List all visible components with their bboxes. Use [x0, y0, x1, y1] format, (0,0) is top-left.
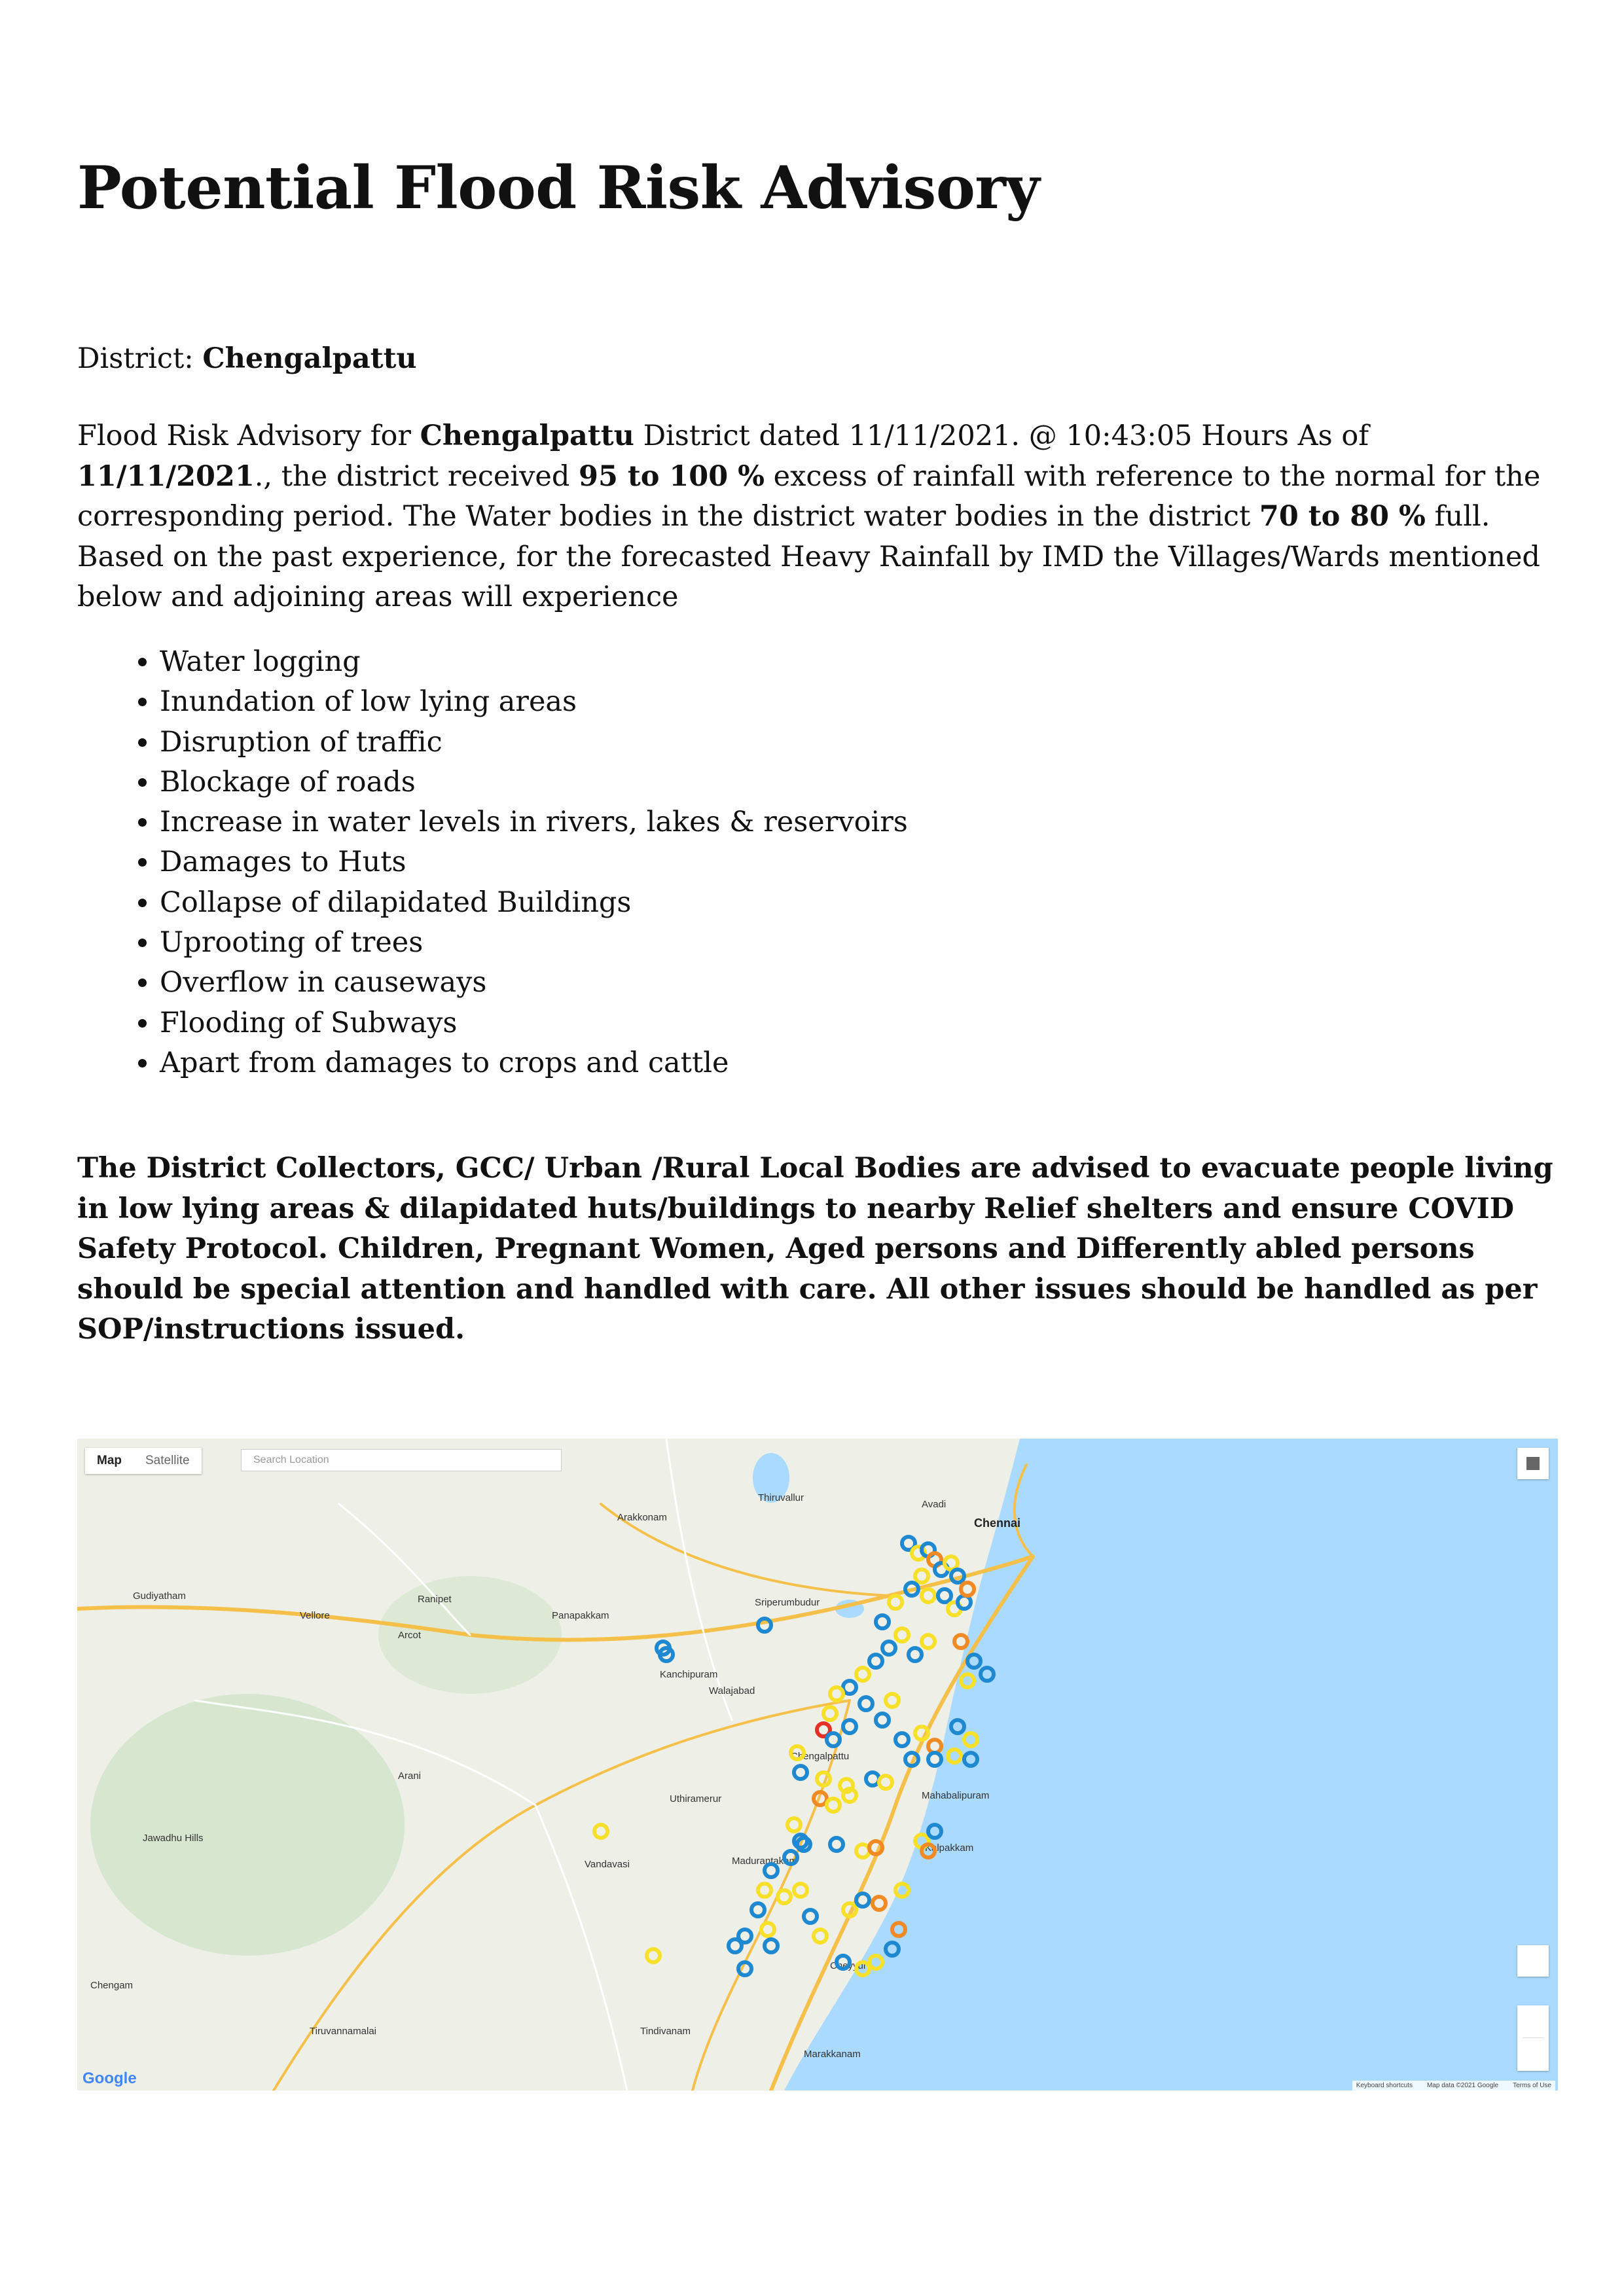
flood-marker-orange[interactable] — [961, 1583, 974, 1596]
collector-advice: The District Collectors, GCC/ Urban /Rural Local Bodies are advised to evacuate people living in low lying areas & dilapidated huts/buildings to nearby Relief shelters and ensure COVID Safety Protocol. Children, Pregnant Women, Aged persons and Differently abled persons should be special attention and handled with care. All other issues should be handled as per SOP/instructions issued. — [77, 1152, 1553, 1346]
place-label: Chengalpattu — [791, 1751, 850, 1762]
place-label: Walajabad — [709, 1685, 755, 1696]
flood-marker-yellow[interactable] — [856, 1844, 869, 1857]
flood-marker-orange[interactable] — [869, 1841, 882, 1854]
flood-marker-blue[interactable] — [958, 1596, 971, 1609]
place-label: Chengam — [90, 1980, 134, 1991]
advisory-text-2: District dated 11/11/2021. @ 10:43:05 Hours As of — [634, 420, 1369, 452]
flood-marker-yellow[interactable] — [594, 1825, 607, 1838]
flood-marker-blue[interactable] — [876, 1713, 889, 1727]
google-logo: Google — [82, 2070, 137, 2087]
list-item: • Flooding of Subways — [160, 1003, 908, 1043]
flood-marker-yellow[interactable] — [922, 1635, 935, 1648]
flood-marker-yellow[interactable] — [814, 1929, 827, 1943]
map-type-control[interactable] — [85, 1448, 202, 1474]
district-line — [77, 339, 417, 378]
flood-marker-yellow[interactable] — [915, 1727, 928, 1740]
district-label: District: — [77, 342, 203, 375]
page-title: Potential Flood Risk Advisory — [77, 153, 1040, 223]
place-label: Gudiyatham — [133, 1590, 186, 1602]
water-body-level: 70 to 80 % — [1259, 500, 1426, 533]
place-label: Arakkonam — [617, 1512, 667, 1523]
flood-marker-blue[interactable] — [843, 1681, 856, 1694]
place-label: Kanchipuram — [660, 1669, 718, 1680]
list-item: • Apart from damages to crops and cattle — [160, 1043, 908, 1083]
flood-marker-yellow[interactable] — [647, 1949, 660, 1962]
place-label: Madurantakam — [732, 1856, 798, 1867]
place-label: Ranipet — [418, 1594, 452, 1605]
flood-marker-blue[interactable] — [738, 1962, 751, 1975]
flood-marker-blue[interactable] — [827, 1733, 840, 1746]
place-label: Avadi — [922, 1499, 947, 1510]
flood-marker-blue[interactable] — [804, 1910, 817, 1923]
flood-marker-yellow[interactable] — [856, 1668, 869, 1681]
fullscreen-icon — [1526, 1457, 1540, 1470]
flood-marker-yellow[interactable] — [823, 1707, 837, 1720]
flood-marker-yellow[interactable] — [945, 1556, 958, 1570]
rainfall-excess: 95 to 100 % — [579, 459, 765, 493]
flood-marker-yellow[interactable] — [915, 1570, 928, 1583]
flood-marker-blue[interactable] — [830, 1838, 843, 1851]
flood-marker-yellow[interactable] — [843, 1789, 856, 1802]
map-search-input[interactable]: Search Location — [241, 1449, 562, 1471]
advisory-text-3: ., the district received — [254, 459, 579, 493]
place-label: Sriperumbudur — [755, 1597, 820, 1608]
place-label: Marakkanam — [804, 2049, 861, 2060]
flood-marker-blue[interactable] — [938, 1589, 951, 1602]
place-label: Kalpakkam — [925, 1842, 974, 1854]
place-label: Tiruvannamalai — [310, 2026, 376, 2037]
list-item: • Increase in water levels in rivers, lakes & reservoirs — [160, 802, 908, 842]
flood-marker-yellow[interactable] — [794, 1884, 807, 1897]
flood-marker-blue[interactable] — [869, 1655, 882, 1668]
place-label: Tindivanam — [640, 2026, 691, 2037]
flood-marker-blue[interactable] — [895, 1733, 909, 1746]
flood-marker-blue[interactable] — [843, 1720, 856, 1733]
flood-marker-blue[interactable] — [856, 1893, 869, 1907]
zoom-control[interactable] — [1517, 2005, 1549, 2071]
list-item: • Disruption of traffic — [160, 723, 908, 762]
advisory-as-of-date: 11/11/2021 — [77, 459, 255, 493]
place-label: Cheyyur — [830, 1960, 867, 1971]
flood-marker-blue[interactable] — [765, 1939, 778, 1952]
list-item: • Blockage of roads — [160, 762, 908, 802]
flood-marker-yellow[interactable] — [922, 1589, 935, 1602]
place-label: Vandavasi — [585, 1859, 630, 1870]
flood-marker-yellow[interactable] — [758, 1884, 771, 1897]
map-data-credit: Map data ©2021 Google — [1426, 2082, 1499, 2089]
street-view-button[interactable] — [1517, 1945, 1549, 1977]
place-label: Vellore — [300, 1610, 330, 1621]
flood-marker-blue[interactable] — [909, 1648, 922, 1661]
bay-of-bengal — [784, 1439, 1558, 2090]
flood-marker-yellow[interactable] — [895, 1628, 909, 1641]
flood-marker-yellow[interactable] — [827, 1799, 840, 1812]
flood-marker-blue[interactable] — [951, 1570, 964, 1583]
flood-marker-blue[interactable] — [866, 1772, 879, 1785]
hills-area — [90, 1694, 405, 1956]
keyboard-shortcuts-link[interactable]: Keyboard shortcuts — [1356, 2082, 1413, 2089]
advisory-paragraph — [77, 416, 1550, 618]
flood-marker-yellow[interactable] — [778, 1890, 791, 1903]
list-item: • Overflow in causeways — [160, 963, 908, 1003]
fullscreen-button[interactable] — [1517, 1448, 1549, 1479]
place-label: Thiruvallur — [758, 1492, 804, 1503]
effects-list — [98, 642, 908, 1083]
list-item: • Uprooting of trees — [160, 923, 908, 963]
flood-marker-yellow[interactable] — [886, 1694, 899, 1707]
flood-marker-blue[interactable] — [729, 1939, 742, 1952]
place-label: Arani — [398, 1770, 422, 1782]
flood-marker-yellow[interactable] — [761, 1923, 774, 1936]
list-item: • Collapse of dilapidated Buildings — [160, 883, 908, 923]
terms-link[interactable]: Terms of Use — [1513, 2082, 1551, 2089]
flood-marker-orange[interactable] — [873, 1897, 886, 1910]
flood-marker-blue[interactable] — [751, 1903, 765, 1916]
map-type-map-button[interactable]: Map — [97, 1454, 122, 1467]
list-item: • Inundation of low lying areas — [160, 682, 908, 722]
place-label: Uthiramerur — [670, 1793, 722, 1804]
flood-marker-yellow[interactable] — [830, 1687, 843, 1700]
flood-marker-orange[interactable] — [954, 1635, 967, 1648]
flood-marker-blue[interactable] — [758, 1619, 771, 1632]
advisory-text-4: excess of rainfall with reference to the normal for the corresponding period. The Water bodies in the district water bodies in the district — [77, 459, 1541, 533]
place-label: Arcot — [398, 1630, 422, 1641]
flood-marker-yellow[interactable] — [787, 1818, 801, 1831]
place-label: Panapakkam — [552, 1610, 609, 1621]
map-type-satellite-button[interactable]: Satellite — [145, 1454, 190, 1467]
flood-marker-yellow[interactable] — [817, 1772, 830, 1785]
flood-marker-yellow[interactable] — [889, 1596, 902, 1609]
flood-marker-orange[interactable] — [814, 1792, 827, 1805]
flood-marker-blue[interactable] — [928, 1753, 941, 1766]
flood-marker-blue[interactable] — [859, 1697, 873, 1710]
map-attribution — [1352, 2081, 1555, 2090]
flood-marker-blue[interactable] — [765, 1864, 778, 1877]
advisory-text-5: full. Based on the past experience, for the forecasted Heavy Rainfall by IMD the Villages/Wards mentioned below and adjoining areas will experience — [77, 500, 1540, 613]
map-canvas[interactable] — [77, 1439, 1558, 2090]
flood-marker-yellow[interactable] — [879, 1776, 892, 1789]
list-item: • Damages to Huts — [160, 842, 908, 882]
district-name: Chengalpattu — [202, 342, 417, 375]
place-label: Chennai — [974, 1516, 1021, 1530]
flood-marker-blue[interactable] — [794, 1766, 807, 1779]
flood-marker-yellow[interactable] — [843, 1903, 856, 1916]
flood-map[interactable] — [77, 1439, 1558, 2090]
place-label: Jawadhu Hills — [143, 1833, 204, 1844]
flood-marker-blue[interactable] — [876, 1615, 889, 1628]
advisory-text-1: Flood Risk Advisory for — [77, 420, 420, 452]
zoom-divider — [1523, 2037, 1543, 2038]
flood-marker-blue[interactable] — [882, 1641, 895, 1655]
place-label: Mahabalipuram — [922, 1790, 990, 1801]
list-item: • Water logging — [160, 642, 908, 682]
advisory-district: Chengalpattu — [420, 420, 634, 452]
